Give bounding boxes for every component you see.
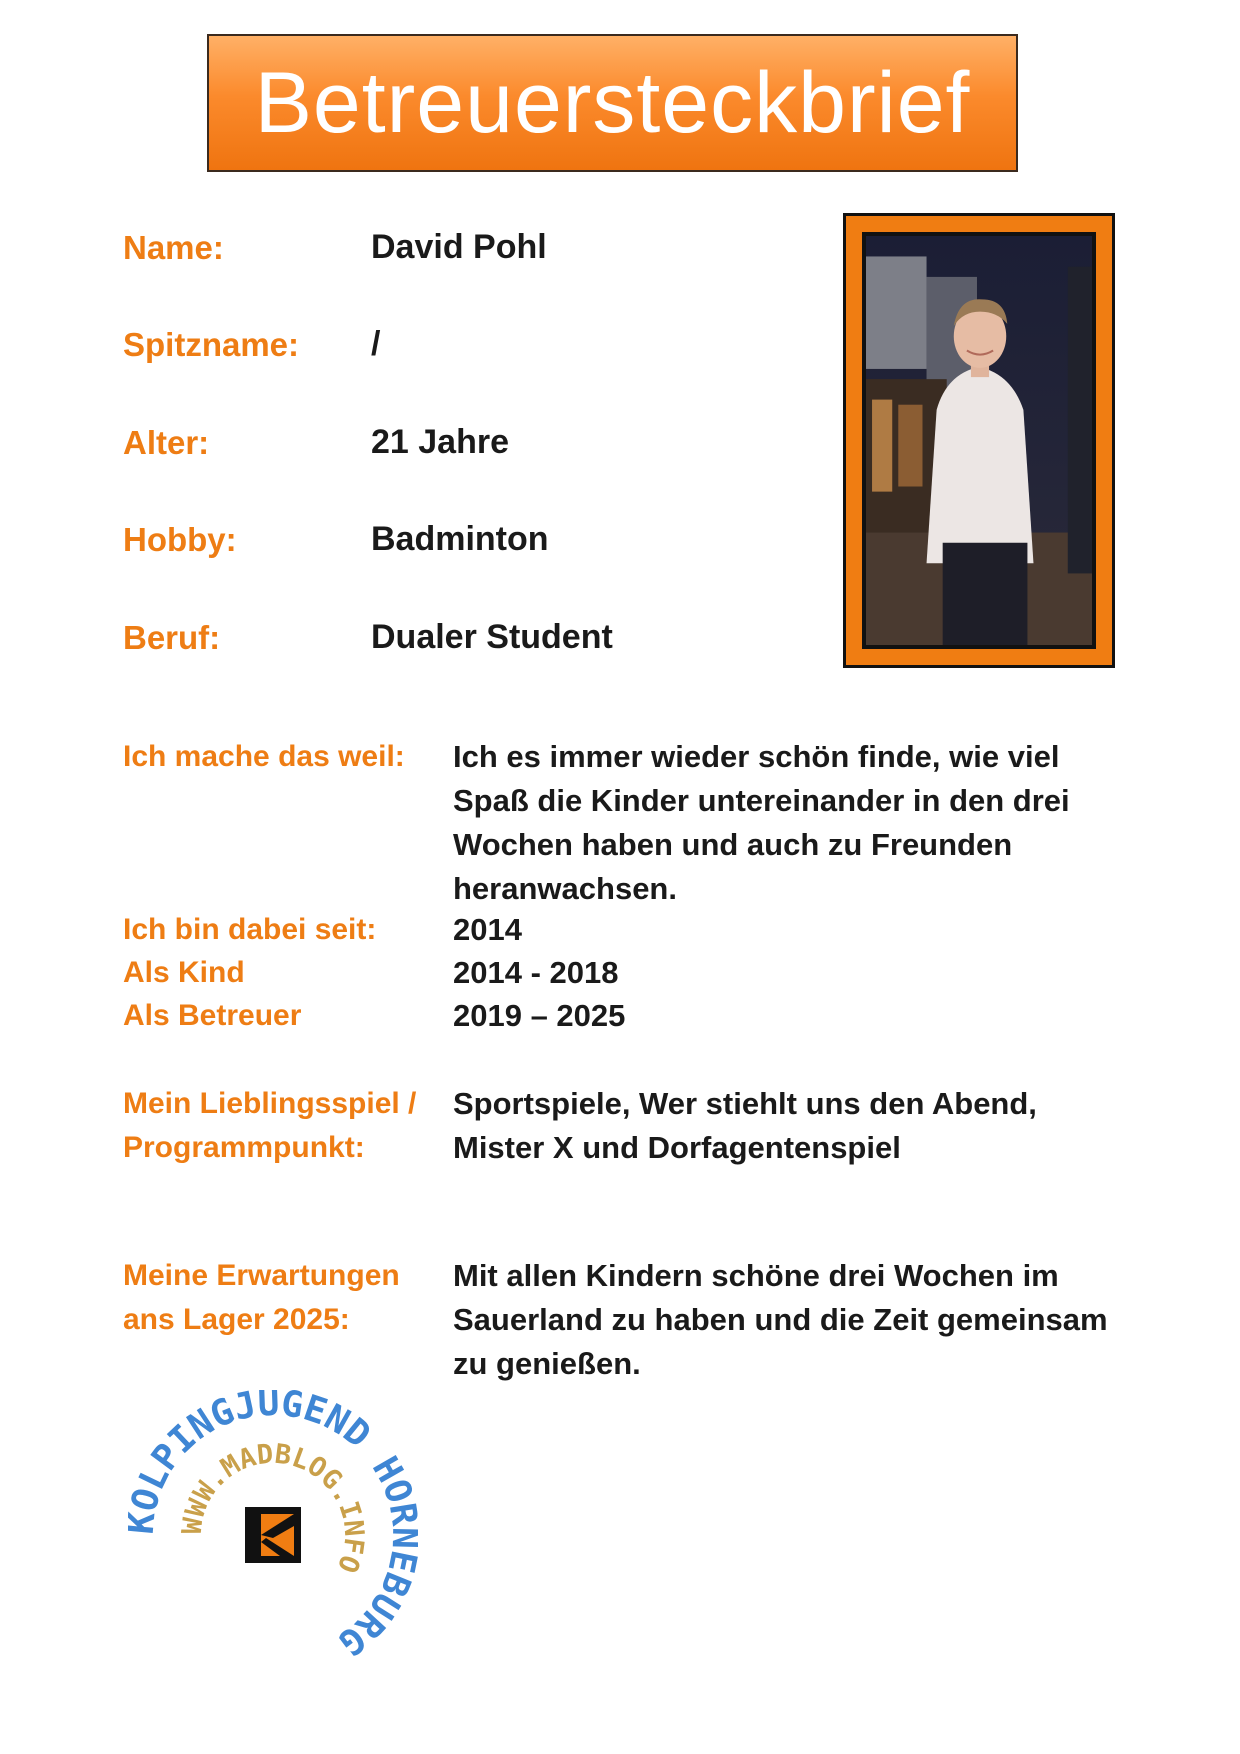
logo-graphic: [128, 1390, 418, 1680]
person-photo-illustration: [866, 236, 1092, 645]
job-value: Dualer Student: [371, 618, 613, 656]
hobby-label: Hobby:: [123, 521, 237, 558]
reason-line: Ich es immer wieder schön finde, wie viel: [453, 739, 1060, 774]
child-label: Als Kind: [123, 956, 245, 989]
favorite-line: Sportspiele, Wer stiehlt uns den Abend,: [453, 1086, 1037, 1121]
expectations-line: Mit allen Kindern schöne drei Wochen im: [453, 1258, 1059, 1293]
photo-frame: [843, 213, 1115, 668]
age-value: 21 Jahre: [371, 423, 509, 461]
name-value: David Pohl: [371, 228, 547, 266]
favorite-line: Mister X und Dorfagentenspiel: [453, 1130, 901, 1165]
child-value: 2014 - 2018: [453, 955, 619, 990]
expectations-label-line: ans Lager 2025:: [123, 1303, 350, 1336]
favorite-label-line: Mein Lieblingsspiel /: [123, 1087, 417, 1120]
reason-line: Spaß die Kinder untereinander in den drei: [453, 783, 1070, 818]
reason-line: heranwachsen.: [453, 871, 677, 906]
kolpingjugend-logo: [128, 1390, 418, 1680]
expectations-line: zu genießen.: [453, 1346, 641, 1381]
name-label: Name:: [123, 229, 224, 266]
nickname-value: /: [371, 325, 381, 363]
favorite-text: [453, 1082, 1037, 1170]
expectations-line: Sauerland zu haben und die Zeit gemeinsam: [453, 1302, 1108, 1337]
favorite-label-line: Programmpunkt:: [123, 1131, 365, 1164]
since-label: Ich bin dabei seit:: [123, 913, 377, 946]
reason-label: Ich mache das weil:: [123, 740, 405, 773]
logo-inner-text: WWW.MADBLOG.INFO: [176, 1438, 370, 1577]
job-label: Beruf:: [123, 619, 221, 656]
expectations-text: [453, 1254, 1108, 1386]
title-banner: [207, 34, 1018, 172]
page-title: Betreuersteckbrief: [254, 55, 971, 151]
expectations-label-line: Meine Erwartungen: [123, 1259, 400, 1292]
reason-line: Wochen haben und auch zu Freunden: [453, 827, 1013, 862]
hobby-value: Badminton: [371, 520, 549, 558]
logo-outer-text: OLPINGJUGEND HO BURG: [128, 1390, 418, 1664]
kolping-k-icon: [245, 1507, 301, 1563]
since-value: 2014: [453, 912, 522, 947]
nickname-label: Spitzname:: [123, 326, 300, 363]
supervisor-label: Als Betreuer: [123, 999, 302, 1032]
age-label: Alter:: [123, 424, 210, 461]
favorite-label: [123, 1082, 416, 1170]
reason-text: [453, 735, 1070, 911]
supervisor-value: 2019 – 2025: [453, 998, 626, 1033]
profile-photo: [862, 232, 1096, 649]
expectations-label: [123, 1254, 400, 1342]
